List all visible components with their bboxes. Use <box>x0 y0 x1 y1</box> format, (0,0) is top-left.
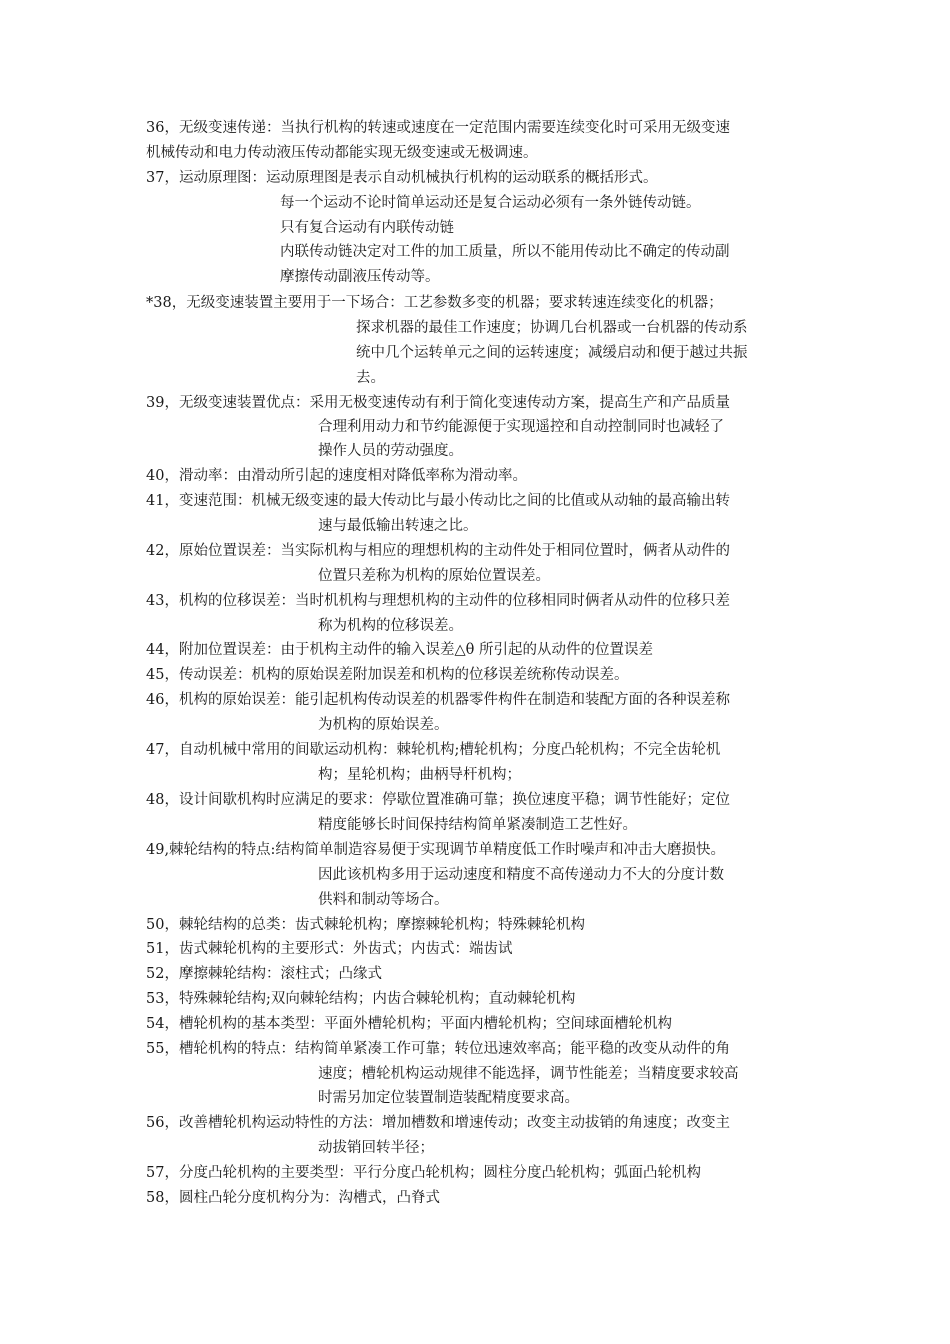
text-line: 44，附加位置误差：由于机构主动件的输入误差△θ 所引起的从动件的位置误差 <box>146 642 653 658</box>
text-line: 动拔销回转半径； <box>318 1140 434 1156</box>
text-line: 50，棘轮结构的总类：齿式棘轮机构；摩擦棘轮机构；特殊棘轮机构 <box>146 917 585 933</box>
text-line: 46，机构的原始误差：能引起机构传动误差的机器零件构件在制造和装配方面的各种误差称 <box>146 692 730 708</box>
text-line: 去。 <box>356 370 385 386</box>
text-line: 内联传动链决定对工件的加工质量，所以不能用传动比不确定的传动副 <box>280 244 730 260</box>
text-line: 58，圆柱凸轮分度机构分为：沟槽式，凸脊式 <box>146 1190 440 1206</box>
text-line: 37，运动原理图：运动原理图是表示自动机械执行机构的运动联系的概括形式。 <box>146 170 658 186</box>
text-line: 43，机构的位移误差：当时机机构与理想机构的主动件的位移相同时俩者从动件的位移只差 <box>146 593 730 609</box>
text-line: 57，分度凸轮机构的主要类型：平行分度凸轮机构；圆柱分度凸轮机构；弧面凸轮机构 <box>146 1165 701 1181</box>
text-line: 每一个运动不论时简单运动还是复合运动必须有一条外链传动链。 <box>280 195 701 211</box>
text-line: 51，齿式棘轮机构的主要形式：外齿式；内齿式：端齿试 <box>146 941 513 957</box>
text-line: 48，设计间歇机构时应满足的要求：停歇位置准确可靠；换位速度平稳；调节性能好；定位 <box>146 792 730 808</box>
text-line: 位置只差称为机构的原始位置误差。 <box>318 568 550 584</box>
text-line: 因此该机构多用于运动速度和精度不高传递动力不大的分度计数 <box>318 867 724 883</box>
text-line: 36，无级变速传递：当执行机构的转速或速度在一定范围内需要连续变化时可采用无级变速 <box>146 120 730 136</box>
text-line: 41，变速范围：机械无级变速的最大传动比与最小传动比之间的比值或从动轴的最高输出转 <box>146 493 730 509</box>
text-line: 56，改善槽轮机构运动特性的方法：增加槽数和增速传动；改变主动拔销的角速度；改变主 <box>146 1115 730 1131</box>
text-line: 精度能够长时间保持结构简单紧凑制造工艺性好。 <box>318 817 637 833</box>
text-line: 构；星轮机构；曲柄导杆机构； <box>318 767 521 783</box>
text-line: 只有复合运动有内联传动链 <box>280 220 454 236</box>
text-line: 为机构的原始误差。 <box>318 717 449 733</box>
text-line: 54，槽轮机构的基本类型：平面外槽轮机构；平面内槽轮机构；空间球面槽轮机构 <box>146 1016 672 1032</box>
text-line: 操作人员的劳动强度。 <box>318 443 463 459</box>
text-line: *38，无级变速装置主要用于一下场合：工艺参数多变的机器；要求转速连续变化的机器； <box>146 295 723 311</box>
text-line: 45，传动误差：机构的原始误差附加误差和机构的位移误差统称传动误差。 <box>146 667 629 683</box>
text-line: 速与最低输出转速之比。 <box>318 518 478 534</box>
text-line: 合理利用动力和节约能源便于实现遥控和自动控制同时也减轻了 <box>318 419 724 435</box>
text-line: 55，槽轮机构的特点：结构简单紧凑工作可靠；转位迅速效率高；能平稳的改变从动件的角 <box>146 1041 730 1057</box>
text-line: 42，原始位置误差：当实际机构与相应的理想机构的主动件处于相同位置时，俩者从动件的 <box>146 543 730 559</box>
text-line: 供料和制动等场合。 <box>318 892 449 908</box>
text-line: 称为机构的位移误差。 <box>318 618 463 634</box>
text-line: 速度；槽轮机构运动规律不能选择，调节性能差；当精度要求较高 <box>318 1066 739 1082</box>
text-line: 39，无级变速装置优点：采用无极变速传动有利于简化变速传动方案，提高生产和产品质量 <box>146 395 730 411</box>
text-line: 52，摩擦棘轮结构：滚柱式；凸缘式 <box>146 966 382 982</box>
text-line: 机械传动和电力传动液压传动都能实现无级变速或无极调速。 <box>146 145 538 161</box>
text-line: 摩擦传动副液压传动等。 <box>280 269 440 285</box>
text-line: 统中几个运转单元之间的运转速度；减缓启动和便于越过共振 <box>356 345 748 361</box>
text-line: 47，自动机械中常用的间歇运动机构：棘轮机构;槽轮机构；分度凸轮机构；不完全齿轮机 <box>146 742 721 758</box>
text-line: 49,棘轮结构的特点:结构简单制造容易便于实现调节单精度低工作时噪声和冲击大磨损快。 <box>146 842 725 858</box>
text-line: 探求机器的最佳工作速度；协调几台机器或一台机器的传动系 <box>356 320 748 336</box>
text-line: 40，滑动率：由滑动所引起的速度相对降低率称为滑动率。 <box>146 468 527 484</box>
text-line: 53，特殊棘轮结构;双向棘轮结构；内齿合棘轮机构；直动棘轮机构 <box>146 991 576 1007</box>
text-line: 时需另加定位装置制造装配精度要求高。 <box>318 1090 579 1106</box>
